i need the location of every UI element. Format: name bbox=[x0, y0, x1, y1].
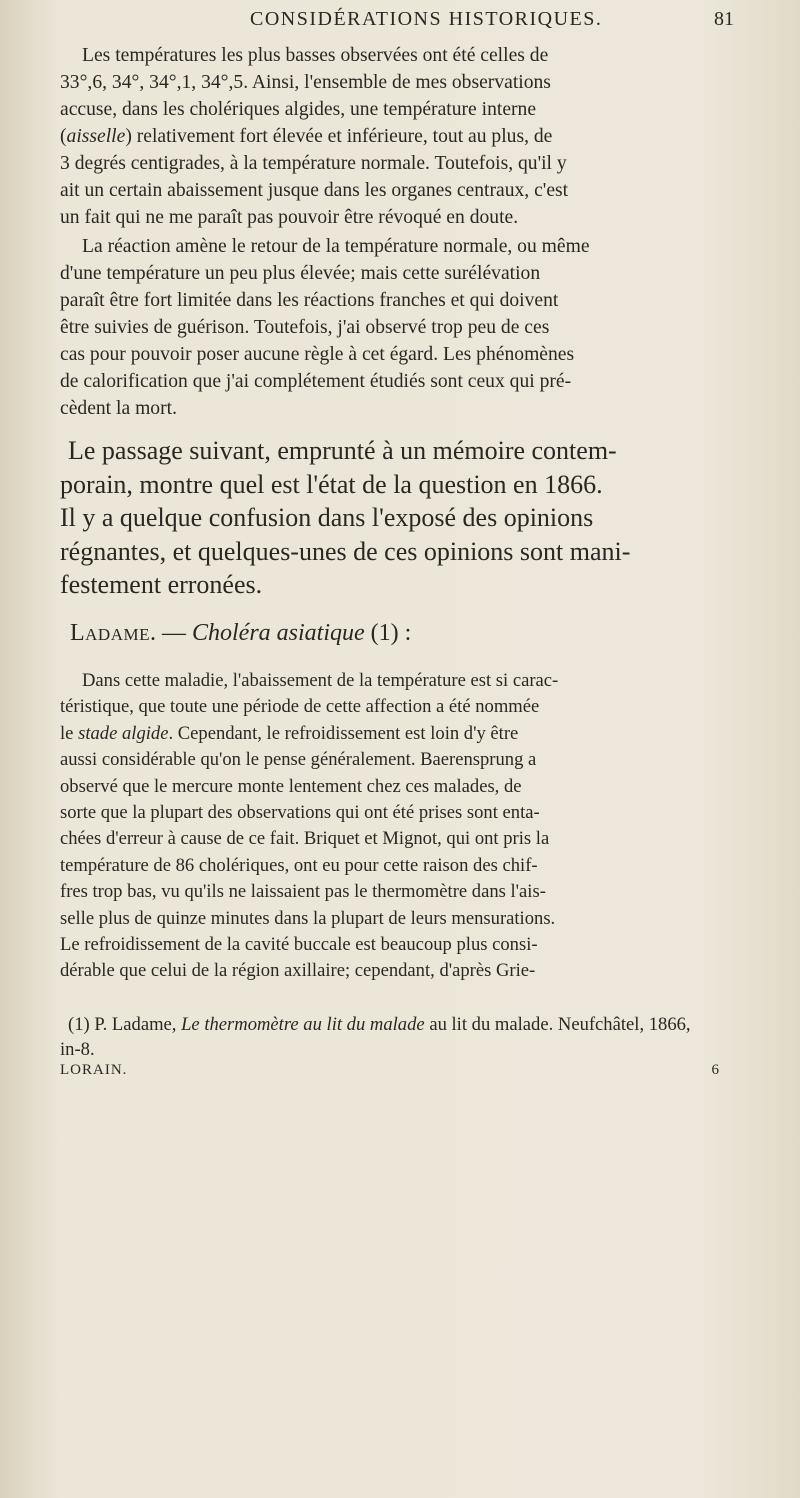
signature-number: 6 bbox=[711, 1062, 720, 1078]
text-line: Dans cette maladie, l'abaissement de la température est si carac- bbox=[82, 670, 559, 691]
text-line: aussi considérable qu'on le pense généralement. Baerensprung a bbox=[60, 749, 537, 771]
text-line: 3 degrés centigrades, à la température normale. Toutefois, qu'il y bbox=[60, 153, 567, 174]
text-line: d'une température un peu plus élevée; mais cette surélévation bbox=[60, 263, 541, 284]
text-line: de calorification que j'ai complétement étudiés sont ceux qui pré- bbox=[60, 371, 572, 392]
footnote-line: (1) P. Ladame, Le thermomètre au lit du malade au lit du malade. Neufchâtel, 1866, bbox=[68, 1014, 691, 1035]
quote-attribution bbox=[70, 620, 760, 647]
text-line: Il y a quelque confusion dans l'exposé des opinions bbox=[60, 503, 594, 532]
footnote-line: in-8. bbox=[60, 1039, 95, 1060]
text-line: sorte que la plupart des observations qui ont été prises sont enta- bbox=[60, 802, 540, 824]
text-line: chées d'erreur à cause de ce fait. Briquet et Mignot, qui ont pris la bbox=[60, 828, 550, 850]
text-line: Le passage suivant, emprunté à un mémoire contem- bbox=[68, 436, 617, 465]
paragraph-temperatures bbox=[60, 42, 750, 231]
text-line: Le refroidissement de la cavité buccale est beaucoup plus consi- bbox=[60, 934, 538, 956]
text-line: température de 86 cholériques, ont eu pour cette raison des chif- bbox=[60, 854, 538, 876]
text-line: un fait qui ne me paraît pas pouvoir être révoqué en doute. bbox=[60, 207, 519, 228]
text-line: téristique, que toute une période de cette affection a été nommée bbox=[60, 696, 540, 718]
footnote-reference: (1) : bbox=[364, 620, 412, 646]
italic-term: aisselle bbox=[66, 126, 126, 147]
printer-signature bbox=[60, 1062, 720, 1079]
text-line: régnantes, et quelques-unes de ces opinions sont mani- bbox=[60, 536, 631, 566]
text-line: cas pour pouvoir poser aucune règle à cet égard. Les phénomènes bbox=[60, 344, 575, 365]
page-number: 81 bbox=[714, 8, 734, 30]
signature-mark: LORAIN. bbox=[60, 1062, 128, 1078]
text-line-with-italic: le stade algide. Cependant, le refroidissement est loin d'y être bbox=[60, 722, 519, 744]
text-line: La réaction amène le retour de la température normale, ou même bbox=[82, 236, 590, 257]
attribution-separator: . — bbox=[150, 620, 192, 646]
running-header bbox=[60, 2, 740, 42]
running-title: CONSIDÉRATIONS HISTORIQUES. bbox=[250, 8, 603, 30]
paragraph-reaction bbox=[60, 233, 750, 422]
text-line: selle plus de quinze minutes dans la plupart de leurs mensurations. bbox=[60, 907, 556, 929]
italic-term: stade algide bbox=[78, 722, 169, 744]
text-line: festement erronées. bbox=[60, 570, 263, 599]
text-line: Les températures les plus basses observées ont été celles de bbox=[82, 45, 549, 66]
text-line: porain, montre quel est l'état de la question en 1866. bbox=[60, 469, 603, 499]
text-line: dérable que celui de la région axillaire; cependant, d'après Grie- bbox=[60, 960, 536, 982]
text-line: accuse, dans les cholériques algides, une température interne bbox=[60, 99, 537, 120]
text-line-with-italic: (aisselle) relativement fort élevée et inférieure, tout au plus, de bbox=[60, 126, 553, 147]
footnote bbox=[60, 1012, 750, 1062]
text-line: 33°,6, 34°, 34°,1, 34°,5. Ainsi, l'ensemble de mes observations bbox=[60, 72, 551, 93]
text-line: être suivies de guérison. Toutefois, j'ai observé trop peu de ces bbox=[60, 317, 550, 338]
text-line: cèdent la mort. bbox=[60, 398, 177, 419]
text-line: fres trop bas, vu qu'ils ne laissaient pas le thermomètre dans l'ais- bbox=[60, 881, 546, 903]
paragraph-ladame-quote bbox=[60, 668, 750, 985]
text-line: ait un certain abaissement jusque dans les organes centraux, c'est bbox=[60, 180, 569, 201]
editor-commentary bbox=[60, 434, 750, 602]
work-title: Choléra asiatique bbox=[192, 620, 365, 646]
text-line: observé que le mercure monte lentement chez ces malades, de bbox=[60, 775, 522, 797]
footnote-italic-title: Le thermomètre au lit du malade bbox=[181, 1014, 425, 1035]
text-line: paraît être fort limitée dans les réactions franches et qui doivent bbox=[60, 290, 559, 311]
author-name: Ladame bbox=[70, 620, 150, 646]
